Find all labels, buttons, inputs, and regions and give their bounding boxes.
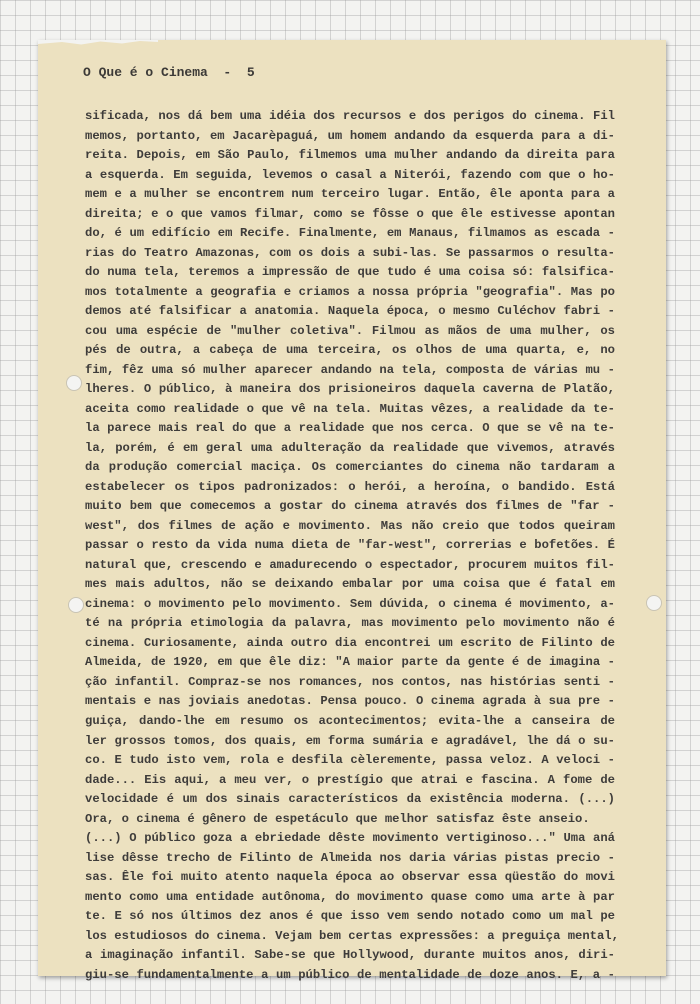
text-line: mento como uma entidade autônoma, do movimento quase como uma arte à par: [85, 889, 615, 904]
text-line: natural que, crescendo e amadurecendo o espectador, procurem muitos fil-: [85, 557, 615, 572]
text-line: pés de outra, a cabeça de uma terceira, os olhos de uma quarta, e, no: [85, 343, 615, 358]
text-line: dade... Eis aqui, a meu ver, o prestígio que atrai e fascina. A fome de: [85, 772, 615, 787]
torn-corner: [38, 40, 158, 50]
text-line: mentais e nas joviais anedotas. Pensa pouco. O cinema agrada à sua pre -: [85, 694, 615, 709]
page-header: O Que é o Cinema - 5: [83, 65, 255, 80]
typewritten-page: [38, 40, 666, 982]
text-line: la, porém, é em geral uma adulteração da realidade que vivemos, através: [85, 440, 615, 455]
punch-hole: [68, 597, 84, 613]
text-line: passar o resto da vida numa dieta de "far-west", correrias e bofetões. É: [85, 538, 615, 553]
text-line: giu-se fundamentalmente a um público de mentalidade de doze anos. E, a -: [85, 967, 615, 982]
text-line: da produção comercial maciça. Os comerciantes do cinema não tardaram a: [85, 460, 615, 475]
text-line: Almeida, de 1920, em que êle diz: "A maior parte da gente é de imagina -: [85, 655, 615, 670]
text-line: muito bem que comecemos a gostar do cinema através dos filmes de "far -: [85, 499, 615, 514]
page-body-text: [85, 107, 619, 985]
text-line: cou uma espécie de "mulher coletiva". Filmou as mãos de uma mulher, os: [85, 323, 615, 338]
text-line: la parece mais real do que a realidade que nos cerca. O que se vê na te-: [85, 421, 615, 436]
text-line: aceita como realidade o que vê na tela. Muitas vêzes, a realidade da te-: [85, 401, 615, 416]
text-line: co. E tudo isto vem, rola e desfila cèleremente, passa veloz. A veloci -: [85, 753, 615, 768]
text-line: mos totalmente a geografia e criamos a nossa própria "geografia". Mas po: [85, 284, 615, 299]
text-line: cinema: o movimento pelo movimento. Sem dúvida, o cinema é movimento, a-: [85, 596, 615, 611]
text-line: guiça, dando-lhe em resumo os acontecimentos; evita-lhe a canseira de: [85, 713, 615, 728]
text-line: west", dos filmes de ação e movimento. Mas não creio que todos queiram: [85, 518, 615, 533]
punch-hole: [646, 595, 662, 611]
text-line: lise dêsse trecho de Filinto de Almeida nos daria várias pistas precio -: [85, 850, 615, 865]
text-line: cinema. Curiosamente, ainda outro dia encontrei um escrito de Filinto de: [85, 635, 615, 650]
punch-hole: [66, 375, 82, 391]
text-line: velocidade é um dos sinais característicos da existência moderna. (...): [85, 792, 615, 807]
text-line: do numa tela, teremos a impressão de que tudo é uma coisa só: falsifica-: [85, 265, 615, 280]
text-line: te. E só nos últimos dez anos é que isso vem sendo notado como um mal pe: [85, 909, 615, 924]
text-line: ção infantil. Compraz-se nos romances, nos contos, nas histórias senti -: [85, 674, 615, 689]
text-line: fim, fêz uma só mulher aparecer andando na tela, composta de várias mu -: [85, 362, 615, 377]
text-line: sas. Êle foi muito atento naquela época ao observar essa qüestão do movi: [85, 870, 615, 885]
text-line: sificada, nos dá bem uma idéia dos recursos e dos perigos do cinema. Fil: [85, 109, 615, 123]
text-line: los estudiosos do cinema. Vejam bem certas expressões: a preguiça mental,: [85, 928, 619, 943]
text-line: ler grossos tomos, dos quais, em forma sumária e agradável, lhe dá o su-: [85, 733, 615, 748]
text-line: memos, portanto, em Jacarèpaguá, um homem andando da esquerda para a di-: [85, 128, 615, 143]
text-line: mes mais adultos, não se deixando embalar por uma coisa que é fatal em: [85, 577, 615, 592]
text-line: Ora, o cinema é gênero de espetáculo que melhor satisfaz êste anseio.: [85, 811, 590, 826]
text-line: mem e a mulher se encontrem num terceiro lugar. Então, êle aponta para a: [85, 187, 615, 202]
text-line: estabelecer os tipos padronizados: o herói, a heroína, o bandido. Está: [85, 479, 615, 494]
text-line: lheres. O público, à maneira dos prisioneiros daquela caverna de Platão,: [85, 382, 615, 397]
text-line: a imaginação infantil. Sabe-se que Hollywood, durante muitos anos, diri-: [85, 948, 615, 963]
text-line: a esquerda. Em seguida, levemos o casal a Niterói, fazendo com que o ho-: [85, 167, 615, 182]
text-line: direita; e o que vamos filmar, como se fôsse o que êle estivesse apontan: [85, 206, 615, 221]
text-line: reita. Depois, em São Paulo, filmemos uma mulher andando da direita para: [85, 148, 615, 163]
text-line: (...) O público goza a ebriedade dêste movimento vertiginoso..." Uma aná: [85, 831, 615, 846]
text-line: demos até falsificar a anatomia. Naquela época, o mesmo Culéchov fabri -: [85, 304, 615, 319]
text-line: té na própria etimologia da palavra, mas movimento pelo movimento não é: [85, 616, 615, 631]
text-line: do, é um edifício em Recife. Finalmente, em Manaus, filmamos as escada -: [85, 226, 615, 241]
text-line: rias do Teatro Amazonas, com os dois a subi-las. Se passarmos o resulta-: [85, 245, 615, 260]
